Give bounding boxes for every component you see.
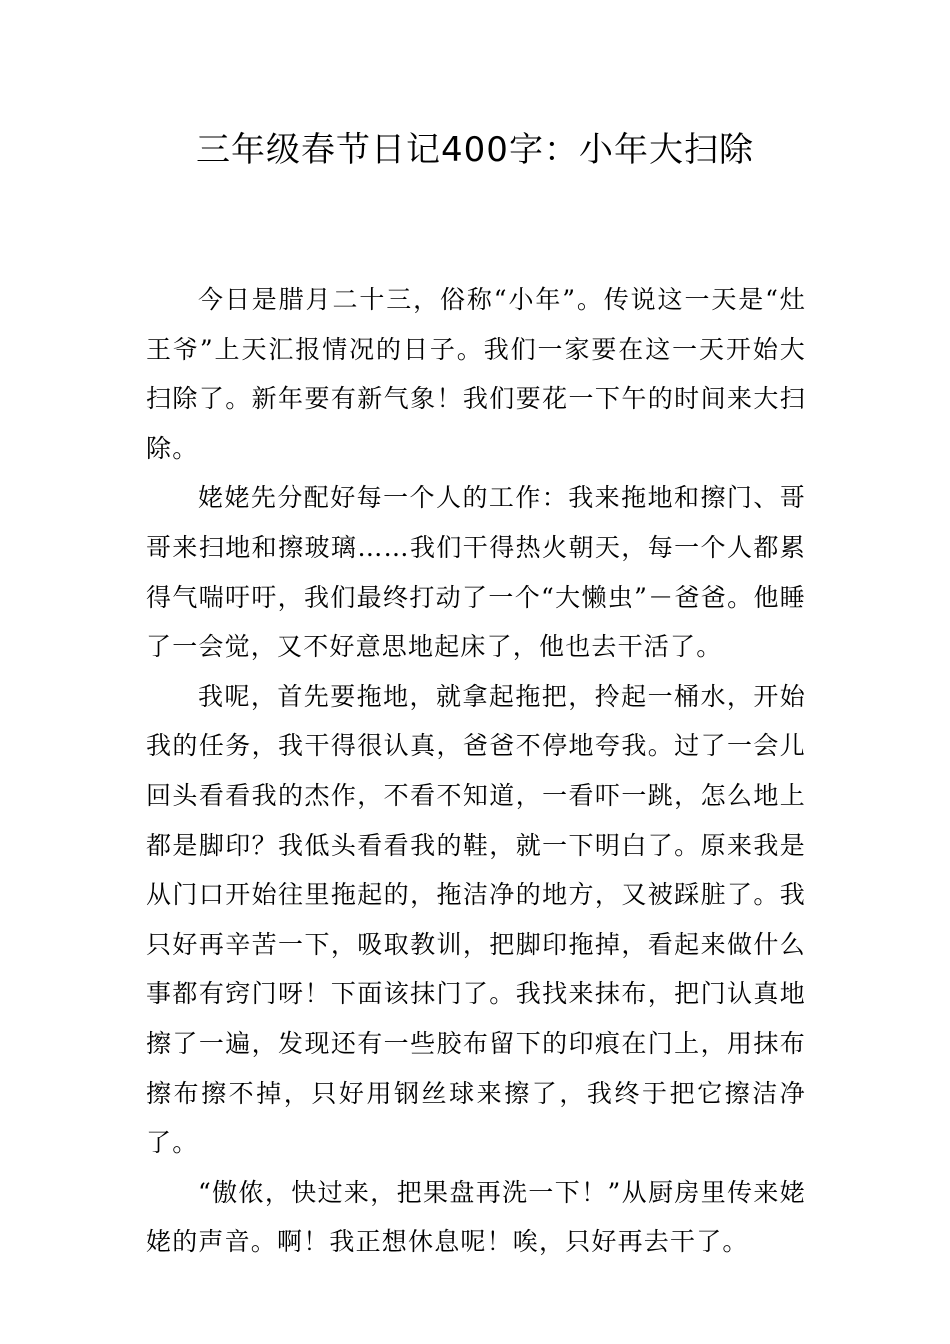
paragraph-1: 今日是腊月二十三，俗称“小年”。传说这一天是“灶王爷”上天汇报情况的日子。我们一家要在这一天开始大扫除了。新年要有新气象！我们要花一下午的时间来大扫除。 (146, 285, 806, 463)
paragraph-4: “傲侬，快过来，把果盘再洗一下！”从厨房里传来姥姥的声音。啊！我正想休息呢！唉，只好再去干了。 (146, 1177, 806, 1257)
document-body (146, 275, 806, 1267)
document-title: 三年级春节日记400字：小年大扫除 (196, 130, 754, 170)
paragraph-3: 我呢，首先要拖地，就拿起拖把，拎起一桶水，开始我的任务，我干得很认真，爸爸不停地夸我。过了一会儿回头看看我的杰作，不看不知道，一看吓一跳，怎么地上都是脚印？我低头看看我的鞋，就一下明白了。原来我是从门口开始往里拖起的，拖洁净的地方，又被踩脏了。我只好再辛苦一下，吸取教训，把脚印拖掉，看起来做什么事都有窍门呀！下面该抹门了。我找来抹布，把门认真地擦了一遍，发现还有一些胶布留下的印痕在门上，用抹布擦布擦不掉，只好用钢丝球来擦了，我终于把它擦洁净了。 (146, 681, 806, 1158)
paragraph-2: 姥姥先分配好每一个人的工作：我来拖地和擦门、哥哥来扫地和擦玻璃……我们干得热火朝天，每一个人都累得气喘吁吁，我们最终打动了一个“大懒虫”－爸爸。他睡了一会觉，又不好意思地起床了，他也去干活了。 (146, 483, 806, 662)
